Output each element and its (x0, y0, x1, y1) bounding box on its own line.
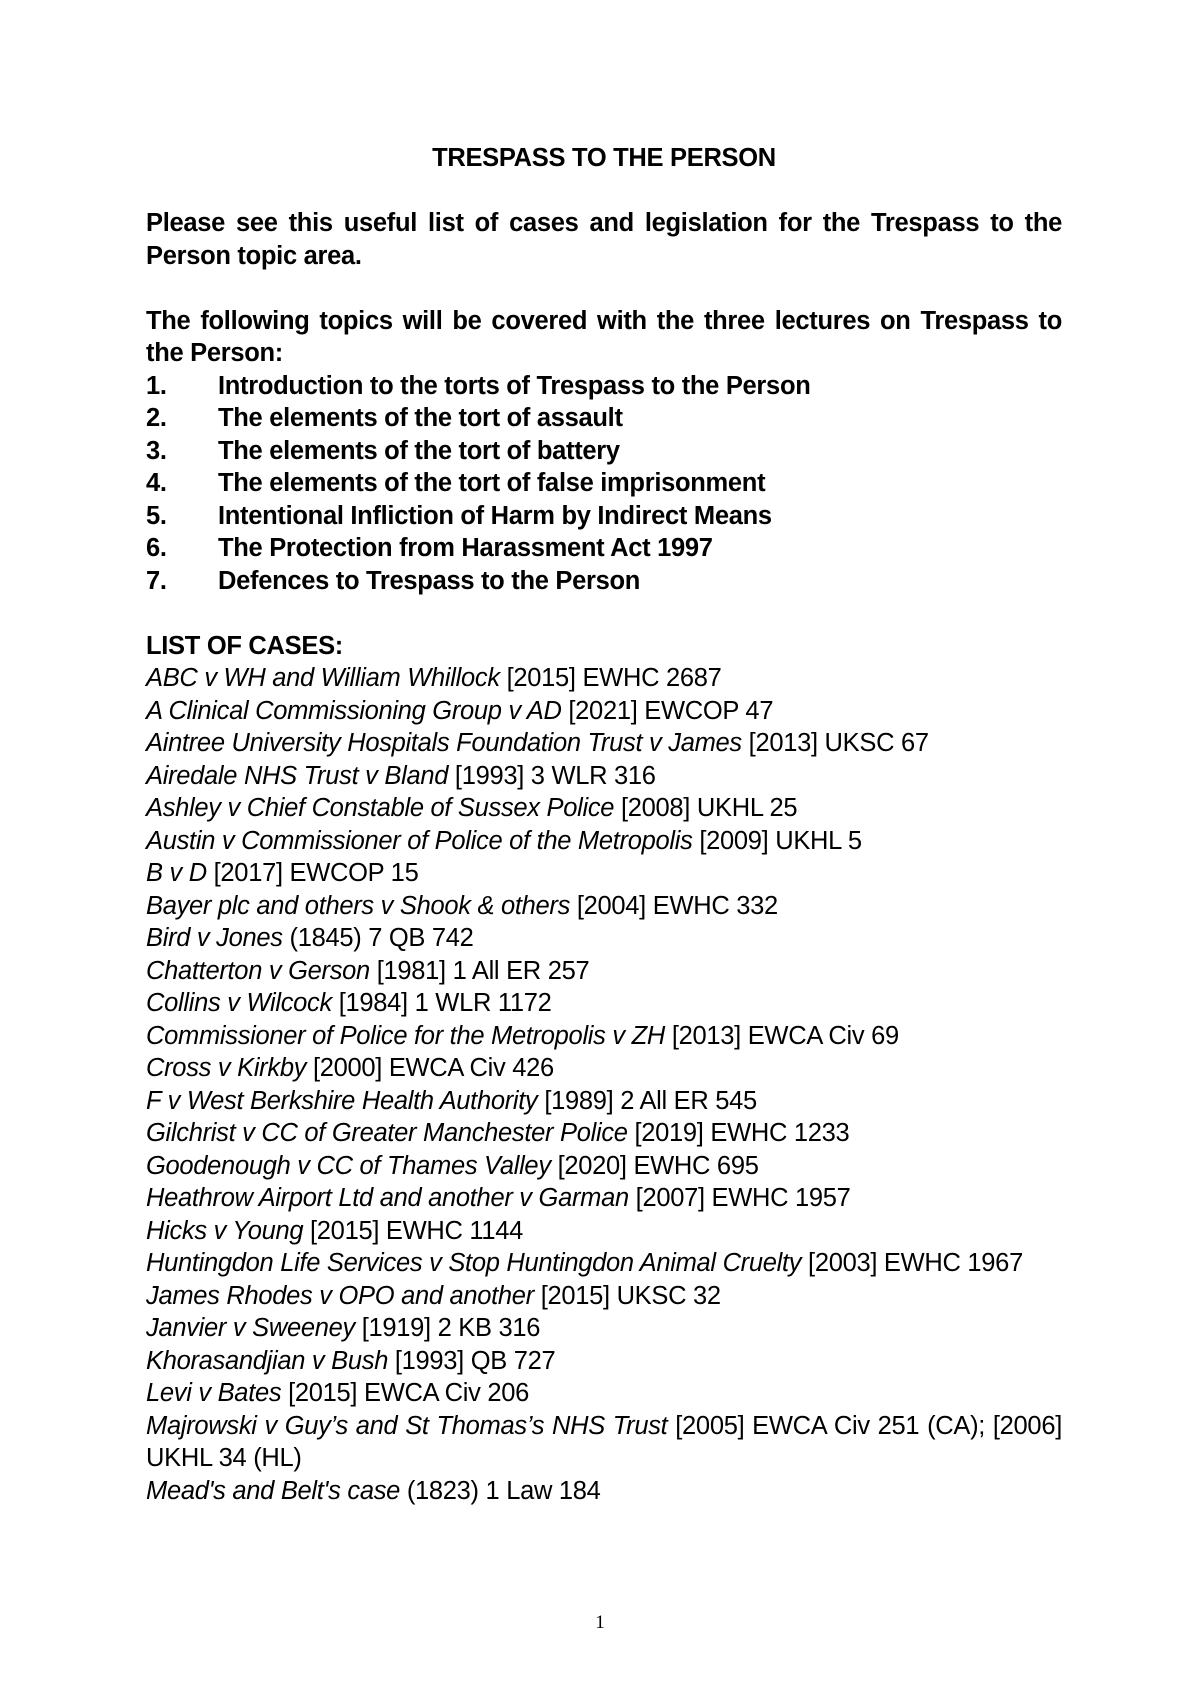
case-name: Airedale NHS Trust v Bland (146, 761, 449, 790)
case-citation: [1993] QB 727 (394, 1346, 556, 1375)
case-item (146, 1182, 1062, 1215)
case-citation: [1989] 2 All ER 545 (544, 1086, 757, 1115)
case-name: A Clinical Commissioning Group v AD (146, 696, 562, 725)
case-citation: [2015] EWCA Civ 206 (288, 1379, 530, 1407)
case-name: Bayer plc and others v Shook & others (146, 891, 571, 920)
case-name: Collins v Wilcock (146, 989, 332, 1017)
case-item (146, 1215, 1062, 1248)
topic-number: 3. (146, 436, 167, 465)
case-name: B v D (146, 859, 207, 887)
case-name: Austin v Commissioner of Police of the Metropolis (146, 826, 693, 855)
case-name: Khorasandjian v Bush (146, 1346, 389, 1375)
case-name: ABC v WH and William Whillock (146, 664, 500, 692)
case-name: Janvier v Sweeney (146, 1314, 355, 1342)
case-citation: [2008] UKHL 25 (621, 794, 798, 822)
cases-heading: LIST OF CASES: (146, 631, 343, 660)
case-item (146, 1345, 1062, 1378)
case-item (146, 1020, 1062, 1053)
case-item (146, 727, 1062, 760)
case-name: Aintree University Hospitals Foundation Trust v James (146, 729, 742, 757)
case-name: Hicks v Young (146, 1216, 304, 1245)
case-citation: [2003] EWHC 1967 (808, 1249, 1023, 1277)
case-item (146, 857, 1062, 890)
case-item (146, 890, 1062, 923)
topic-number: 7. (146, 566, 167, 595)
topic-text: The elements of the tort of false imprisonment (218, 469, 766, 497)
case-name: Mead's and Belt's case (146, 1476, 401, 1505)
case-item (146, 1052, 1062, 1085)
topic-text: The Protection from Harassment Act 1997 (218, 534, 713, 562)
case-citation: (1823) 1 Law 184 (406, 1476, 601, 1505)
topic-number: 2. (146, 404, 167, 432)
intro-paragraph: Please see this useful list of cases and legislation for the Trespass to the Person topic area. (146, 209, 1062, 270)
case-citation: [1981] 1 All ER 257 (376, 956, 590, 985)
spacer (146, 597, 1062, 630)
case-item (146, 1377, 1062, 1410)
case-item (146, 955, 1062, 988)
case-name: Levi v Bates (146, 1379, 282, 1407)
case-item (146, 1247, 1062, 1280)
case-item (146, 922, 1062, 955)
case-citation: [2020] EWHC 695 (557, 1151, 759, 1180)
case-name: Cross v Kirkby (146, 1054, 307, 1082)
case-item (146, 695, 1062, 728)
topic-item (146, 402, 1062, 435)
case-citation: [2015] EWHC 2687 (506, 664, 722, 692)
topic-number: 6. (146, 534, 167, 562)
case-citation: [2009] UKHL 5 (699, 826, 862, 855)
case-citation: [2000] EWCA Civ 426 (312, 1054, 554, 1082)
case-citation: [1993] 3 WLR 316 (454, 761, 656, 790)
topic-item (146, 467, 1062, 500)
case-citation: [2015] UKSC 32 (540, 1281, 721, 1310)
case-item (146, 1150, 1062, 1183)
case-citation: [1984] 1 WLR 1172 (338, 989, 552, 1017)
case-citation: [2005] EWCA Civ 251 (CA); [2006] UKHL 34 (HL) (146, 1411, 1062, 1472)
case-item (146, 825, 1062, 858)
case-name: Commissioner of Police for the Metropolis v ZH (146, 1021, 666, 1050)
topic-item (146, 532, 1062, 565)
case-citation: [2017] EWCOP 15 (213, 859, 419, 887)
case-name: Ashley v Chief Constable of Sussex Police (146, 794, 615, 822)
case-citation: [2004] EWHC 332 (576, 891, 778, 920)
topic-text: Defences to Trespass to the Person (218, 566, 641, 595)
case-citation: (1845) 7 QB 742 (289, 924, 474, 952)
case-name: Chatterton v Gerson (146, 956, 370, 985)
case-name: James Rhodes v OPO and another (146, 1281, 534, 1310)
case-item (146, 1117, 1062, 1150)
document-title: TRESPASS TO THE PERSON (432, 144, 776, 172)
topics-list (146, 370, 1062, 598)
case-name: Goodenough v CC of Thames Valley (146, 1151, 551, 1180)
cases-list (146, 662, 1062, 1507)
case-name: Bird v Jones (146, 924, 283, 952)
topic-text: Intentional Infliction of Harm by Indirect Means (218, 501, 772, 530)
page-number: 1 (595, 1612, 605, 1633)
topic-item (146, 370, 1062, 403)
spacer (146, 272, 1062, 305)
case-item (146, 1312, 1062, 1345)
topic-number: 1. (146, 371, 167, 400)
case-item (146, 1410, 1062, 1475)
topic-item (146, 565, 1062, 598)
topic-item (146, 435, 1062, 468)
case-item (146, 1085, 1062, 1118)
document-page (146, 142, 1062, 1507)
case-name: Majrowski v Guy’s and St Thomas’s NHS Trust (146, 1411, 668, 1440)
topic-number: 5. (146, 501, 167, 530)
topic-text: The elements of the tort of assault (218, 404, 623, 432)
case-citation: [2007] EWHC 1957 (635, 1184, 851, 1212)
case-item (146, 662, 1062, 695)
topic-text: The elements of the tort of battery (218, 436, 620, 465)
topic-item (146, 500, 1062, 533)
case-item (146, 1280, 1062, 1313)
case-item (146, 792, 1062, 825)
topic-number: 4. (146, 469, 167, 497)
spacer (146, 175, 1062, 208)
case-citation: [2013] EWCA Civ 69 (671, 1021, 899, 1050)
case-citation: [2013] UKSC 67 (748, 729, 929, 757)
case-citation: [2021] EWCOP 47 (568, 696, 774, 725)
topics-intro: The following topics will be covered with the three lectures on Trespass to the Person: (146, 306, 1062, 367)
case-name: Huntingdon Life Services v Stop Huntingdon Animal Cruelty (146, 1249, 802, 1277)
case-name: Heathrow Airport Ltd and another v Garman (146, 1184, 629, 1212)
case-name: F v West Berkshire Health Authority (146, 1086, 538, 1115)
case-item (146, 987, 1062, 1020)
case-item (146, 760, 1062, 793)
case-name: Gilchrist v CC of Greater Manchester Police (146, 1119, 628, 1147)
case-citation: [2019] EWHC 1233 (634, 1119, 850, 1147)
case-citation: [1919] 2 KB 316 (361, 1314, 541, 1342)
case-citation: [2015] EWHC 1144 (310, 1216, 524, 1245)
case-item (146, 1475, 1062, 1508)
topic-text: Introduction to the torts of Trespass to the Person (218, 371, 811, 400)
